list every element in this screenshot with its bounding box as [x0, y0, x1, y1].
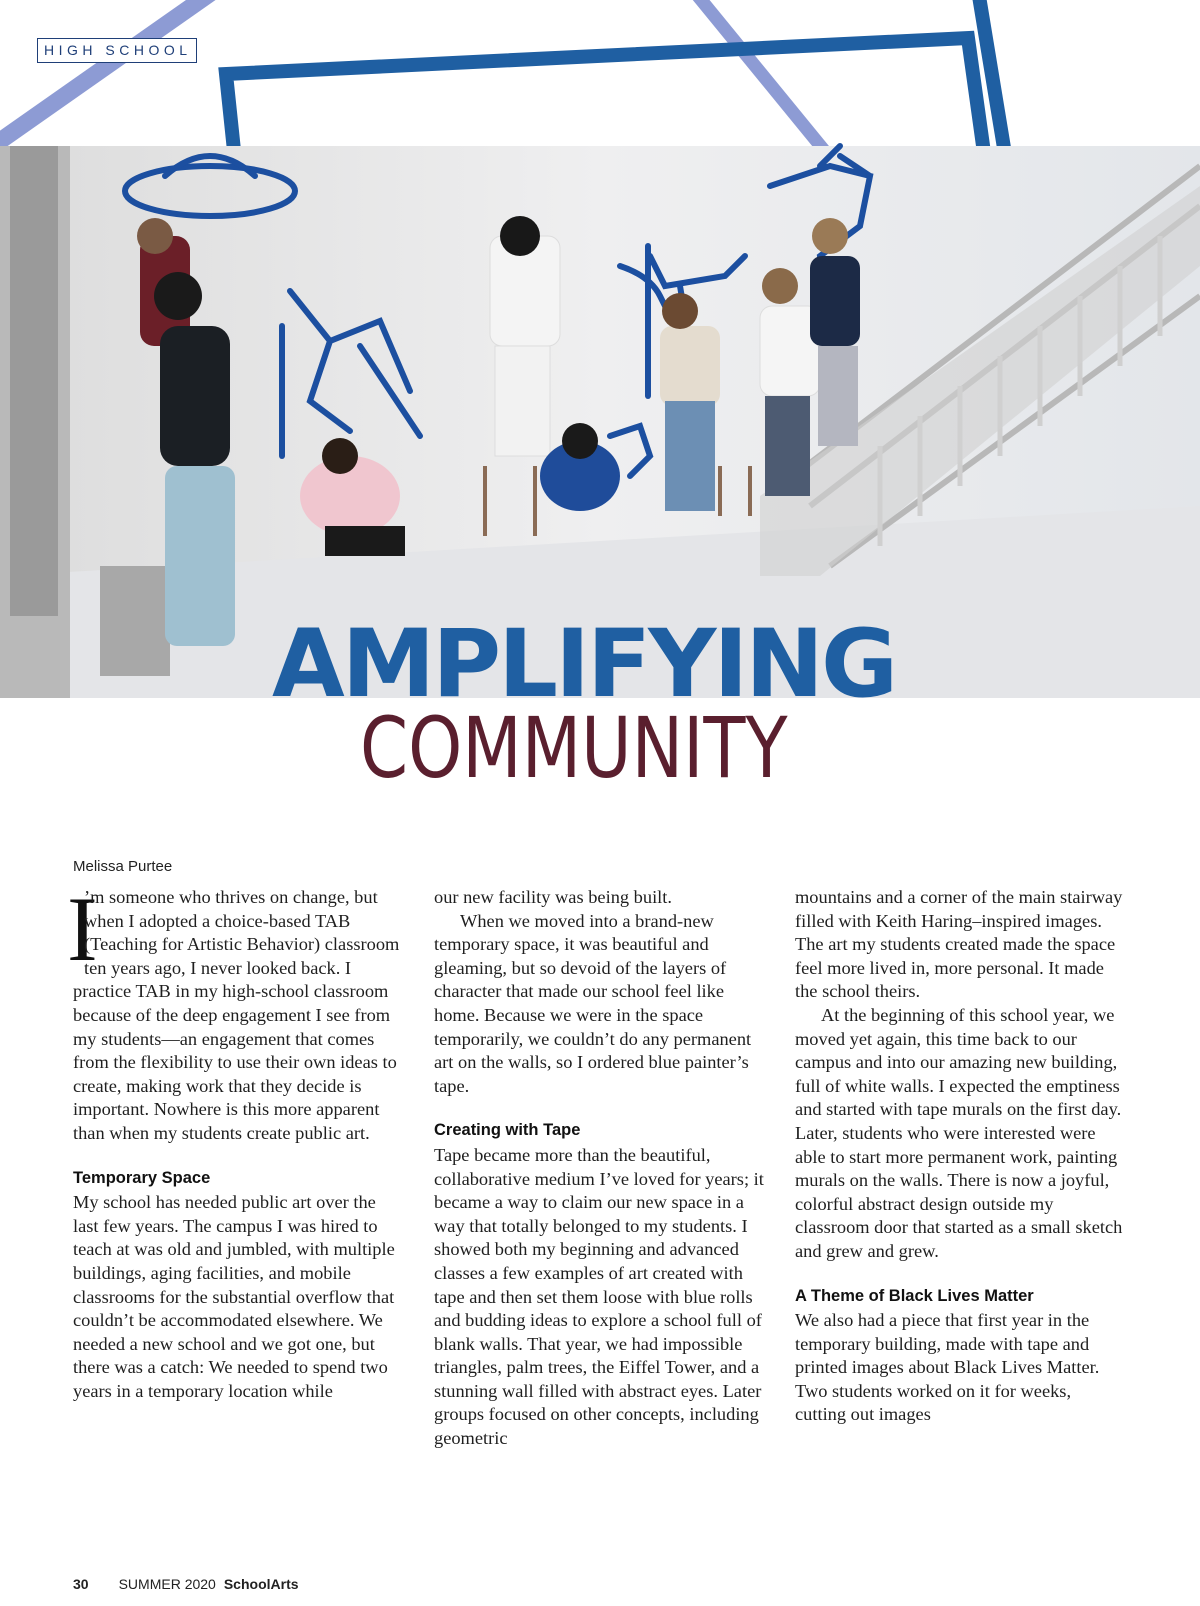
- section-tag: HIGH SCHOOL: [37, 38, 197, 63]
- headline-main: AMPLIFYING: [272, 610, 896, 719]
- paragraph: When we moved into a brand-new temporary space, it was beautiful and gleaming, but so devoid of the layers of character that made our school feel like home. Because we were in the space temporarily, we couldn’t do any permanent art on the walls, so I ordered blue painter’s tape.: [434, 910, 752, 1096]
- issue-date: SUMMER 2020: [118, 1576, 216, 1592]
- article-column-3: [795, 886, 1125, 1427]
- paragraph-text: ’m someone who thrives on change, but when I adopted a choice-based TAB (Teaching for Artistic Behavior) classroom ten years ago, I never looked back. I practice TAB in my high-school classroom because of the deep engagement I see from my students—an engagement that comes from the flexibility to use their own ideas to create, making work that they decide is important. Nowhere is this more apparent than when my students create public art.: [73, 887, 400, 1143]
- article-column-2: [434, 886, 764, 1451]
- paragraph: [67, 878, 403, 1146]
- paragraph: My school has needed public art over the last few years. The campus I was hired to teach at was old and jumbled, with multiple buildings, aging facilities, and mobile classrooms for the substantial overflow that couldn’t be accommodated elsewhere. We needed a new school and we got one, but there was a catch: We needed to spend two years in a temporary location while: [73, 1192, 395, 1401]
- paragraph: Tape became more than the beautiful, collaborative medium I’ve loved for years; it became a way to claim our new space in a way that totally belonged to my students. I showed both my beginning and advanced classes a few examples of art created with tape and then set them loose with blue rolls and budding ideas to explore a school full of blank walls. That year, we had impossible triangles, palm trees, the Eiffel Tower, and a stunning wall filled with abstract eyes. Later groups focused on other concepts, including geometric: [434, 1144, 764, 1449]
- magazine-name: SchoolArts: [223, 1576, 299, 1592]
- subhead: Temporary Space: [73, 1168, 211, 1187]
- paragraph: At the beginning of this school year, we moved yet again, this time back to our campus and into our amazing new building, full of white walls. I expected the emptiness and started with tape murals on the first day. Later, students who were interested were able to start more permanent work, painting murals on the walls. There is now a joyful, colorful abstract design outside my classroom door that started as a small sketch and grew and grew.: [795, 1004, 1123, 1261]
- page-footer: [73, 1576, 299, 1592]
- paragraph: mountains and a corner of the main stairway filled with Keith Haring–inspired images. The art my students created made the space feel more lived in, more personal. It made the school theirs.: [795, 887, 1123, 1002]
- decorative-frame: [0, 0, 1200, 160]
- article-column-1: [67, 878, 403, 1403]
- blue-frame: [226, 38, 985, 160]
- subhead: Creating with Tape: [434, 1121, 581, 1140]
- lavender-diagonal-right: [693, 0, 832, 160]
- headline-sub: COMMUNITY: [360, 699, 788, 797]
- paragraph: our new facility was being built.: [434, 887, 673, 907]
- page-number: 30: [73, 1576, 89, 1592]
- byline: Melissa Purtee: [73, 858, 173, 875]
- lavender-diagonal-left: [0, 0, 215, 148]
- subhead: A Theme of Black Lives Matter: [795, 1286, 1034, 1305]
- drop-cap: I: [67, 878, 98, 980]
- paragraph: We also had a piece that first year in the temporary building, made with tape and printed images about Black Lives Matter. Two students worked on it for weeks, cutting out images: [795, 1310, 1100, 1425]
